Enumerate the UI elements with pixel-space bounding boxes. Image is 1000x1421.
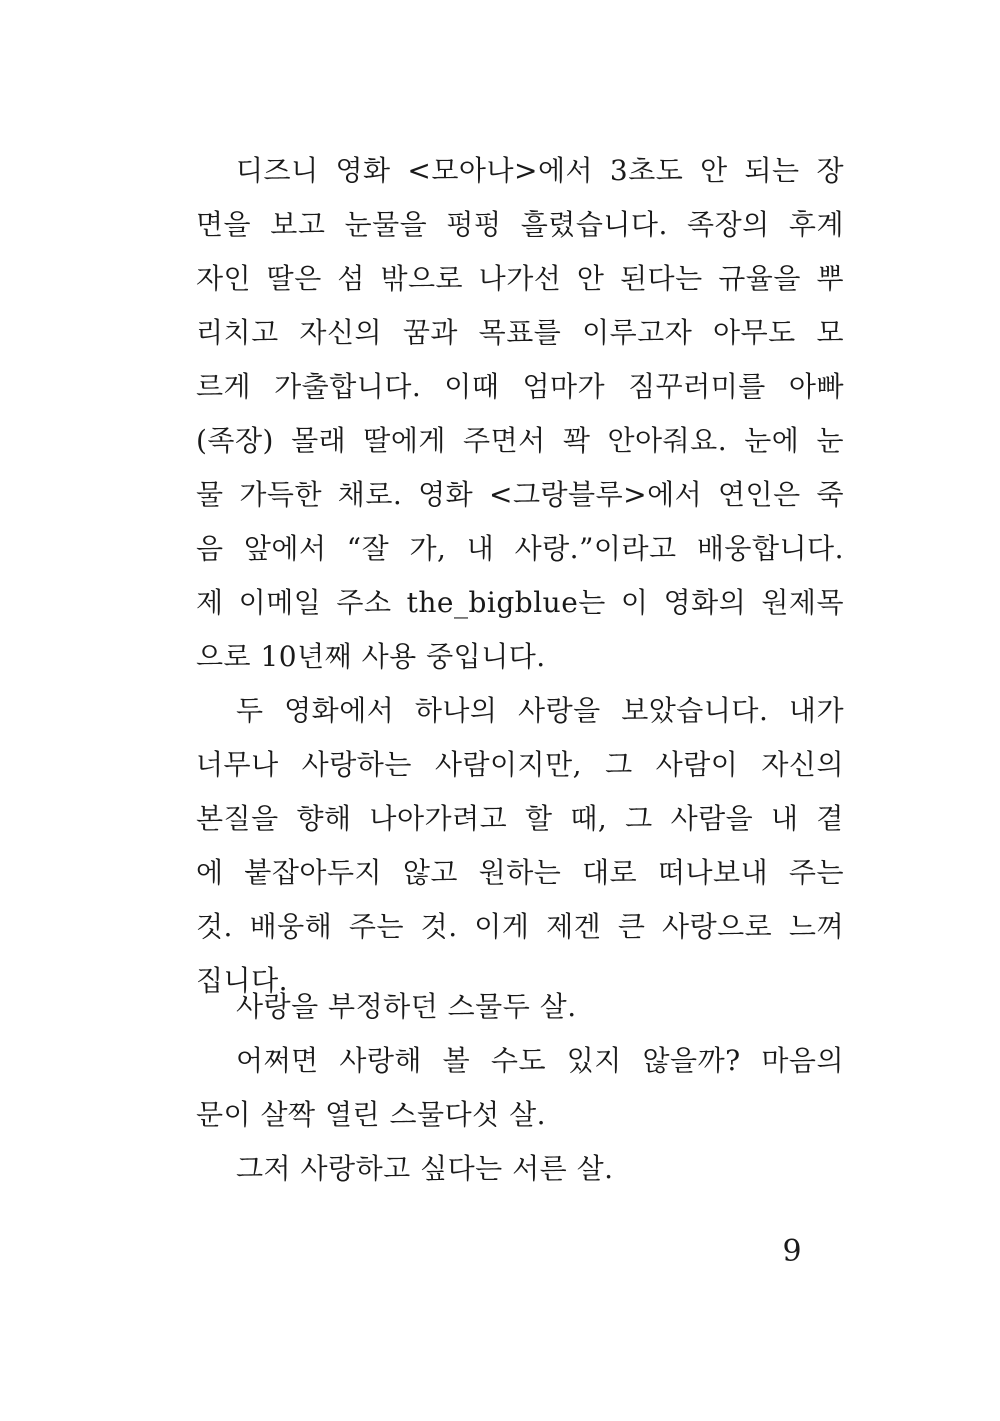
paragraph-line: 어쩌면 사랑해 볼 수도 있지 않을까? 마음의 (236, 1044, 844, 1077)
paragraph-line: 으로 10년째 사용 중입니다. (196, 640, 546, 673)
paragraph-line: 문이 살짝 열린 스물다섯 살. (196, 1098, 547, 1131)
body-text-section-2 (196, 980, 844, 1196)
paragraph-line: 르게 가출합니다. 이때 엄마가 짐꾸러미를 아빠 (196, 370, 844, 403)
paragraph-line: 제 이메일 주소 the_bigblue는 이 영화의 원제목 (196, 586, 844, 619)
paragraph-line: 자인 딸은 섬 밖으로 나가선 안 된다는 규율을 뿌 (196, 262, 844, 295)
paragraph-line: 사랑을 부정하던 스물두 살. (236, 990, 577, 1023)
paragraph-line: 리치고 자신의 꿈과 목표를 이루고자 아무도 모 (196, 316, 844, 349)
paragraph-line: 집니다. (196, 964, 289, 997)
page-number: 9 (782, 1234, 802, 1269)
paragraph-line: 에 붙잡아두지 않고 원하는 대로 떠나보내 주는 (196, 856, 844, 889)
body-text-section-1 (196, 144, 844, 1008)
paragraph-line: 면을 보고 눈물을 펑펑 흘렸습니다. 족장의 후계 (196, 208, 844, 241)
paragraph-line: 것. 배웅해 주는 것. 이게 제겐 큰 사랑으로 느껴 (196, 910, 844, 943)
paragraph-line: 너무나 사랑하는 사람이지만, 그 사람이 자신의 (196, 748, 844, 781)
paragraph-line: 음 앞에서 “잘 가, 내 사랑.”이라고 배웅합니다. (196, 532, 844, 565)
paragraph-line: (족장) 몰래 딸에게 주면서 꽉 안아줘요. 눈에 눈 (196, 424, 844, 457)
paragraph-line: 그저 사랑하고 싶다는 서른 살. (236, 1152, 614, 1185)
paragraph-line: 물 가득한 채로. 영화 <그랑블루>에서 연인은 죽 (196, 478, 844, 511)
paragraph-line: 디즈니 영화 <모아나>에서 3초도 안 되는 장 (236, 154, 844, 187)
paragraph-line: 본질을 향해 나아가려고 할 때, 그 사람을 내 곁 (196, 802, 844, 835)
paragraph-line: 두 영화에서 하나의 사랑을 보았습니다. 내가 (236, 694, 844, 727)
